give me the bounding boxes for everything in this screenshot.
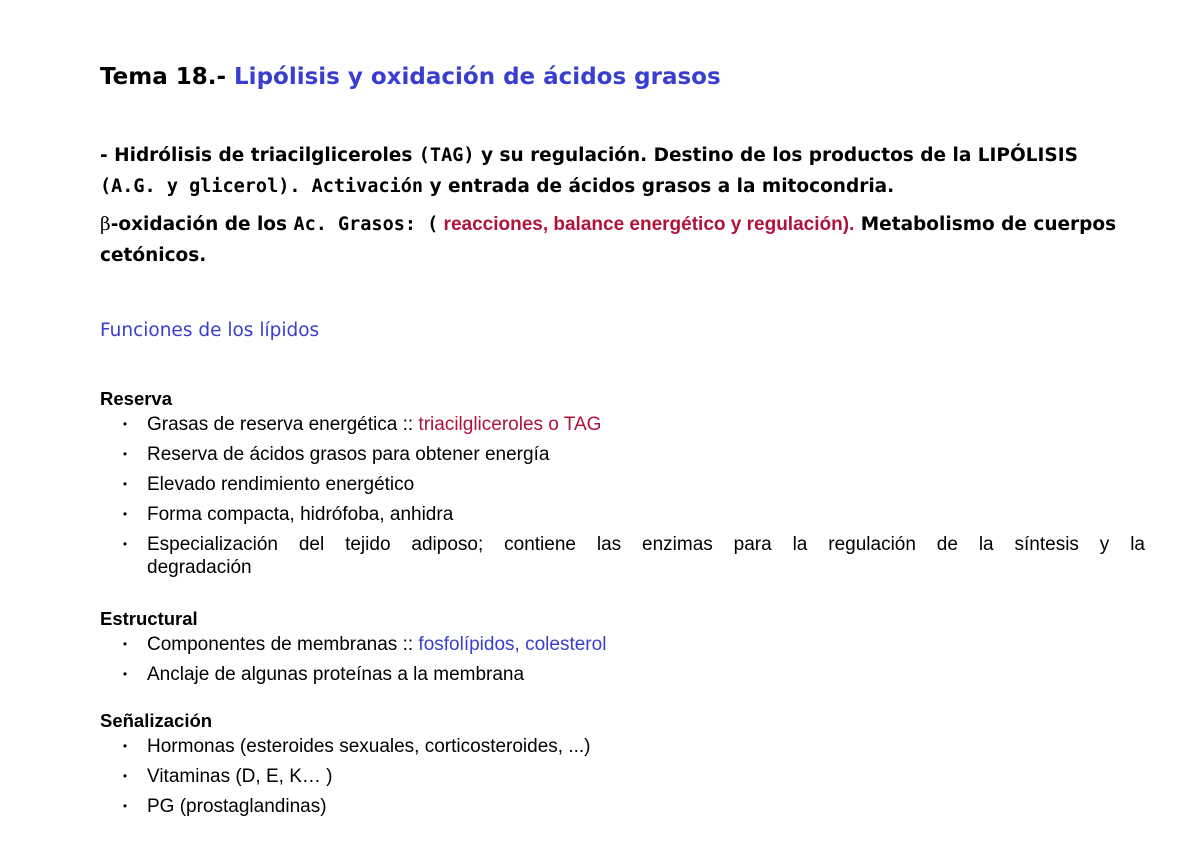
list-item-text: Grasas de reserva energética :: [147, 414, 419, 435]
bullet-icon: • [122, 537, 128, 551]
page-title [100, 62, 721, 92]
group-estructural [100, 607, 1145, 686]
intro-p1-tag: (TAG) [418, 145, 475, 166]
intro-paragraph-2 [100, 209, 1150, 271]
list-item-text: Vitaminas (D, E, K… ) [147, 766, 333, 787]
bullet-icon: • [122, 799, 128, 813]
list-item [100, 413, 1145, 436]
intro-p2-highlight: reacciones, balance energético y regulación). [438, 214, 855, 235]
intro-paragraph-1 [100, 140, 1150, 202]
bullet-icon: • [122, 667, 128, 681]
intro-block [100, 140, 1150, 271]
group-title-reserva: Reserva [100, 388, 173, 409]
list-item [100, 533, 1145, 579]
list-item-text: Componentes de membranas :: [147, 634, 419, 655]
bullet-icon: • [122, 769, 128, 783]
section-heading: Funciones de los lípidos [100, 320, 320, 341]
group-title-senalizacion: Señalización [100, 710, 213, 731]
bullet-icon: • [122, 637, 128, 651]
title-prefix: Tema 18.- [100, 64, 235, 90]
list-item-text: Forma compacta, hidrófoba, anhidra [147, 504, 454, 525]
group-title-estructural: Estructural [100, 608, 198, 629]
list-item-text: Elevado rendimiento energético [147, 474, 415, 495]
list-item [100, 443, 1145, 466]
list-item [100, 633, 1145, 656]
list-item-text-line1: Especialización del tejido adiposo; contiene las enzimas para la regulación de la síntesis y la [147, 534, 1145, 555]
intro-p2-prefix: -oxidación de los [110, 214, 294, 235]
intro-p1-line1-rest: y su regulación. Destino de los productos de la LIPÓLISIS [474, 145, 1078, 166]
intro-p2-rest: Metabolismo de cuerpos cetónicos. [100, 214, 1117, 266]
list-item [100, 765, 1145, 788]
list-item-text: Hormonas (esteroides sexuales, corticosteroides, ...) [147, 736, 591, 757]
list-item [100, 735, 1145, 758]
list-item-text: Reserva de ácidos grasos para obtener energía [147, 444, 550, 465]
list-item [100, 795, 1145, 818]
list-item-highlight: fosfolípidos, colesterol [418, 634, 607, 655]
title-highlight: Lipólisis y oxidación de ácidos grasos [234, 64, 721, 90]
group-reserva [100, 387, 1145, 579]
bullet-icon: • [122, 739, 128, 753]
bullet-icon: • [122, 507, 128, 521]
intro-p1-prefix: - Hidrólisis de triacilgliceroles [100, 145, 419, 166]
group-senalizacion [100, 709, 1145, 818]
list-item [100, 473, 1145, 496]
list-senalizacion [100, 735, 1145, 818]
list-reserva [100, 413, 1145, 579]
bullet-icon: • [122, 447, 128, 461]
intro-p1-line2-rest: y entrada de ácidos grasos a la mitocondria. [423, 176, 895, 197]
intro-p1-line2-mono: (A.G. y glicerol). Activación [100, 176, 424, 197]
list-item-text: PG (prostaglandinas) [147, 796, 327, 817]
intro-p2-mono: Ac. Grasos: ( [293, 214, 439, 235]
list-item-text: Anclaje de algunas proteínas a la membrana [147, 664, 525, 685]
list-item [100, 663, 1145, 686]
bullet-icon: • [122, 477, 128, 491]
beta-symbol: β [100, 214, 111, 235]
list-estructural [100, 633, 1145, 686]
bullet-icon: • [122, 417, 128, 431]
list-item-highlight: triacilgliceroles o TAG [418, 414, 602, 435]
list-item [100, 503, 1145, 526]
list-item-text-line2: degradación [147, 557, 252, 578]
